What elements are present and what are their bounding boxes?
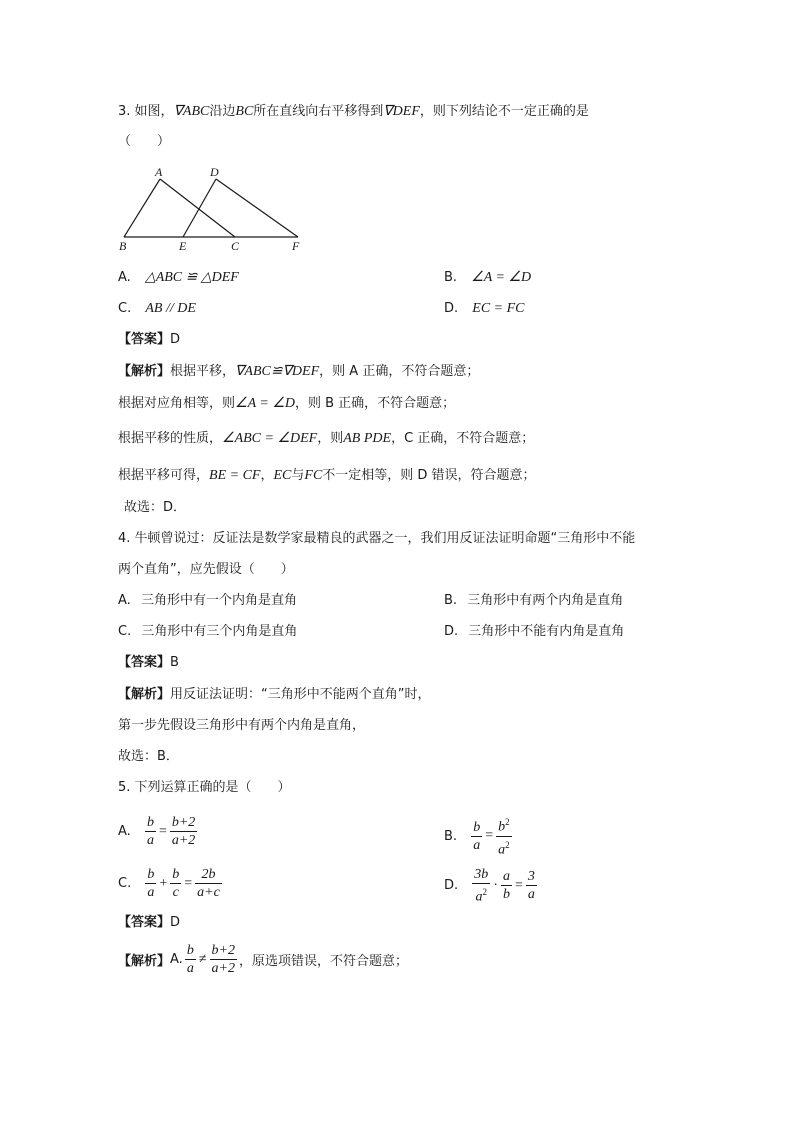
q3-option-c: C. AB // DE — [118, 301, 196, 316]
q3-option-b: B. ∠A = ∠D — [444, 270, 532, 285]
segment-ac — [160, 179, 235, 237]
label-d: D — [210, 165, 219, 179]
q3-analysis-line2: 根据对应角相等，则∠A = ∠D，则 B 正确，不符合题意； — [118, 396, 456, 411]
label-b: B — [119, 239, 127, 253]
translation-triangle-figure — [115, 164, 315, 254]
q4-stem-line1: 4. 牛顿曾说过：反证法是数学家最精良的武器之一，我们用反证法证明命题“三角形中不能 — [118, 531, 636, 546]
q4-analysis-line1: 【解析】用反证法证明：“三角形中不能两个直角”时， — [118, 687, 431, 702]
q4-option-a: A. 三角形中有一个内角是直角 — [118, 593, 297, 608]
label-e: E — [179, 239, 187, 253]
q3-paren: （ ） — [118, 134, 171, 149]
q5-option-d: D. $\frac{3b}{a^2}$ · $\frac{a}{b}$ = $\frac{3}{a}$ — [444, 867, 535, 905]
q4-analysis-line2: 第一步先假设三角形中有两个内角是直角， — [118, 718, 366, 733]
label-a: A — [155, 165, 163, 179]
q3-stem-line1: 3. 如图，∇ABC沿边BC所在直线向右平移得到∇DEF，则下列结论不一定正确的是 — [118, 104, 589, 119]
q3-analysis-line3: 根据平移的性质，∠ABC = ∠DEF，则AB PDE，C 正确，不符合题意； — [118, 431, 535, 446]
q3-option-d: D. EC = FC — [444, 301, 525, 316]
q3-option-a: A. △ABC ≌ △DEF — [118, 270, 239, 285]
q4-option-c: C. 三角形中有三个内角是直角 — [118, 624, 298, 639]
q3-answer: 【答案】D — [118, 332, 181, 347]
segment-df — [216, 179, 298, 237]
q4-choose: 故选：B． — [118, 749, 179, 764]
label-c: C — [231, 239, 240, 253]
q5-option-b: B. $\frac{b}{a}$ = $\frac{b^2}{a^2}$ — [444, 814, 514, 858]
q5-option-a: A. $\frac{b}{a}$ = $\frac{b+2}{a+2}$ — [118, 815, 196, 848]
q5-stem: 5. 下列运算正确的是（ ） — [118, 780, 291, 795]
label-f: F — [292, 239, 300, 253]
math-tri-abc: ∇ABC — [173, 104, 210, 119]
segment-ed — [183, 179, 216, 237]
q4-option-d: D. 三角形中不能有内角是直角 — [444, 624, 625, 639]
q3-analysis-line1: 【解析】根据平移，∇ABC≌∇DEF，则 A 正确，不符合题意； — [118, 364, 480, 379]
segment-ab — [124, 179, 160, 237]
q4-option-b: B. 三角形中有两个内角是直角 — [444, 593, 624, 608]
q4-stem-line2: 两个直角”，应先假设（ ） — [118, 562, 294, 577]
math-bc: BC — [235, 104, 254, 119]
q5-option-c: C. $\frac{b}{a}$ + $\frac{b}{c}$ = $\frac{2b}{a+c}$ — [118, 867, 220, 900]
q5-answer: 【答案】D — [118, 915, 181, 930]
q5-analysis-line1: 【解析】A. $\frac{b}{a}$ ≠ $\frac{b+2}{a+2}$ ，原选项错误，不符合题意； — [118, 943, 408, 976]
q4-answer: 【答案】B — [118, 655, 179, 670]
q3-analysis-line4: 根据平移可得，BE = CF，EC与FC不一定相等，则 D 错误，符合题意； — [118, 468, 536, 483]
math-tri-def: ∇DEF — [383, 104, 420, 119]
q3-choose: 故选：D． — [124, 500, 187, 515]
